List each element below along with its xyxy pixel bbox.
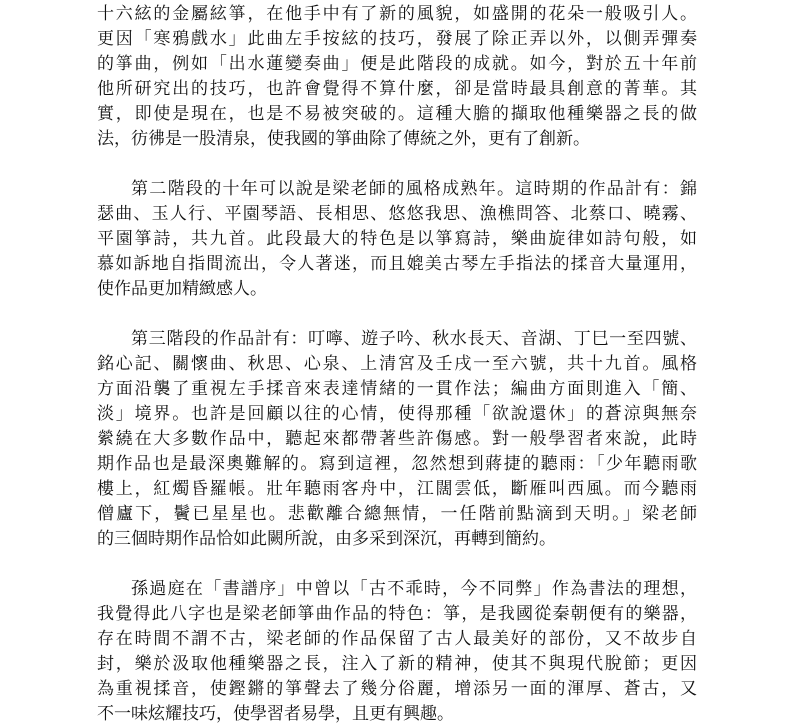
text-line: 法，彷彿是一股清泉，使我國的箏曲除了傳統之外，更有了創新。 <box>97 129 590 149</box>
text-line: 為重視揉音，使鏗鏘的箏聲去了幾分俗麗，增添另一面的渾厚、蒼古，又 <box>97 679 697 699</box>
text-line: 存在時間不謂不古，梁老師的作品保留了古人最美好的部份，又不故步自 <box>97 629 697 649</box>
text-line: 樓上，紅燭昏羅帳。壯年聽雨客舟中，江闊雲低，斷雁叫西風。而今聽雨 <box>97 479 697 499</box>
document-page <box>97 2 697 727</box>
text-line: 慕如訴地自指間流出，令人著迷，而且媲美古琴左手指法的揉音大量運用， <box>97 254 697 274</box>
text-line: 的三個時期作品恰如此闕所說，由多采到深沉，再轉到簡約。 <box>97 529 556 549</box>
text-line: 縈繞在大多數作品中，聽起來都帶著些許傷感。對一般學習者來說，此時 <box>97 429 697 449</box>
text-line: 十六絃的金屬絃箏，在他手中有了新的風貌，如盛開的花朵一般吸引人。 <box>97 4 697 24</box>
text-line: 使作品更加精緻感人。 <box>97 279 267 299</box>
text-line: 封，樂於汲取他種樂器之長，注入了新的精神，使其不與現代脫節；更因 <box>97 654 697 674</box>
text-line: 淡」境界。也許是回顧以往的心情，使得那種「欲說還休」的蒼涼與無奈 <box>97 404 697 424</box>
text-line: 瑟曲、玉人行、平園琴語、長相思、悠悠我思、漁樵問答、北蔡口、曉霧、 <box>97 204 697 224</box>
text-line: 平園箏詩，共九首。此段最大的特色是以箏寫詩，樂曲旋律如詩句般，如 <box>97 229 697 249</box>
paragraph-gap <box>97 152 697 177</box>
text-line: 實，即使是現在，也是不易被突破的。這種大膽的擷取他種樂器之長的做 <box>97 104 697 124</box>
text-line: 僧廬下，鬢已星星也。悲歡離合總無情，一任階前點滴到天明。」梁老師 <box>97 504 697 524</box>
text-line: 第二階段的十年可以說是梁老師的風格成熟年。這時期的作品計有：錦 <box>131 179 697 199</box>
text-line: 第三階段的作品計有：叮嚀、遊子吟、秋水長天、音湖、丁巳一至四號、 <box>131 329 697 349</box>
paragraph-2 <box>97 177 697 302</box>
paragraph-3 <box>97 327 697 552</box>
text-line: 不一味炫耀技巧，使學習者易學，且更有興趣。 <box>97 704 454 724</box>
paragraph-gap <box>97 302 697 327</box>
text-line: 的箏曲，例如「出水蓮變奏曲」便是此階段的成就。如今，對於五十年前 <box>97 54 697 74</box>
text-line: 更因「寒鴉戲水」此曲左手按絃的技巧，發展了除正弄以外，以側弄彈奏 <box>97 29 697 49</box>
text-line: 他所研究出的技巧，也許會覺得不算什麼，卻是當時最具創意的菁華。其 <box>97 79 697 99</box>
paragraph-gap <box>97 552 697 577</box>
text-line: 我覺得此八字也是梁老師箏曲作品的特色：箏，是我國從秦朝便有的樂器， <box>97 604 697 624</box>
text-line: 孫過庭在「書譜序」中曾以「古不乖時，今不同弊」作為書法的理想， <box>131 579 697 599</box>
text-line: 方面沿襲了重視左手揉音來表達情緒的一貫作法；編曲方面則進入「簡、 <box>97 379 697 399</box>
paragraph-4 <box>97 577 697 727</box>
text-line: 期作品也是最深奧難解的。寫到這裡，忽然想到蔣捷的聽雨：「少年聽雨歌 <box>97 454 697 474</box>
paragraph-1 <box>97 2 697 152</box>
text-line: 銘心記、關懷曲、秋思、心泉、上清宮及壬戌一至六號，共十九首。風格 <box>97 354 697 374</box>
